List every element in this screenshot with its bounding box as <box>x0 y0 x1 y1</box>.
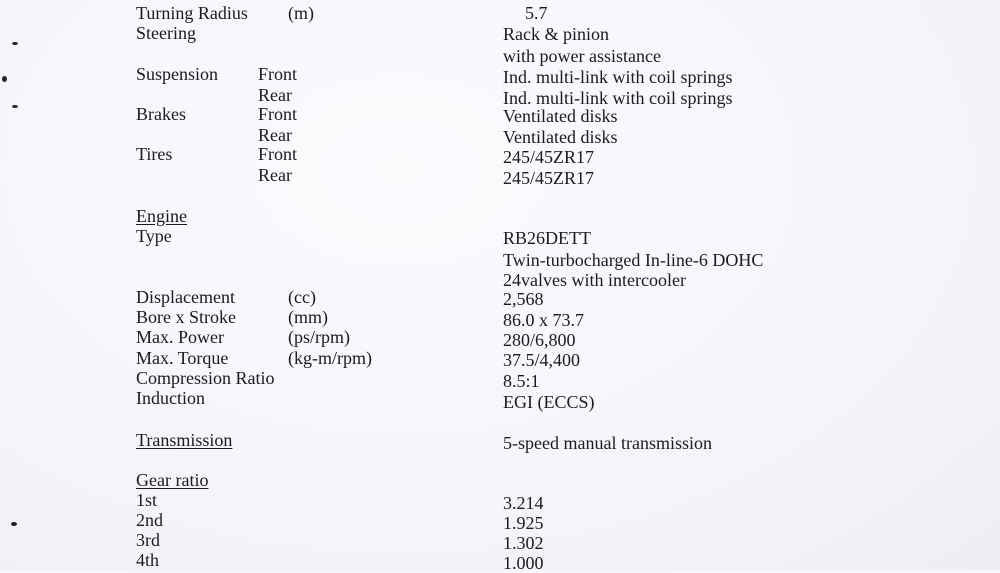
gear-label: 4th <box>136 550 160 570</box>
suspension-rear-label: Rear <box>258 85 292 105</box>
turning-radius-value: 5.7 <box>525 3 548 23</box>
suspension-rear-value: Ind. multi-link with coil springs <box>503 88 733 108</box>
max-torque-unit: (kg-m/rpm) <box>288 348 372 368</box>
induction-label: Induction <box>136 388 205 408</box>
max-power-label: Max. Power <box>136 327 224 347</box>
tires-rear-label: Rear <box>258 165 292 185</box>
steering-value-line1: Rack & pinion <box>503 24 609 44</box>
max-power-value: 280/6,800 <box>503 330 576 350</box>
gear-value: 3.214 <box>503 493 544 513</box>
steering-label: Steering <box>136 23 196 43</box>
displacement-value: 2,568 <box>503 289 544 309</box>
margin-speck <box>12 42 18 45</box>
margin-speck <box>2 76 7 82</box>
turning-radius-label: Turning Radius <box>136 3 248 23</box>
induction-value: EGI (ECCS) <box>503 392 595 412</box>
suspension-front-value: Ind. multi-link with coil springs <box>503 67 733 87</box>
transmission-value: 5-speed manual transmission <box>503 433 712 453</box>
engine-heading: Engine <box>136 206 187 226</box>
steering-value-line2: with power assistance <box>503 46 661 66</box>
brakes-rear-value: Ventilated disks <box>503 127 618 147</box>
gear-label: 2nd <box>136 510 163 530</box>
max-torque-value: 37.5/4,400 <box>503 350 581 370</box>
brakes-front-label: Front <box>258 104 298 124</box>
gear-value: 1.925 <box>503 513 544 533</box>
engine-type-value-line1: RB26DETT <box>503 228 591 248</box>
bore-stroke-value: 86.0 x 73.7 <box>503 310 584 330</box>
displacement-unit: (cc) <box>288 287 316 307</box>
gear-label: 3rd <box>136 530 160 550</box>
engine-type-value-line3: 24valves with intercooler <box>503 270 686 290</box>
engine-type-value-line2: Twin-turbocharged In-line-6 DOHC <box>503 250 764 270</box>
margin-speck <box>11 522 17 526</box>
gear-ratio-heading: Gear ratio <box>136 470 209 490</box>
gear-value: 1.000 <box>503 553 544 573</box>
compression-ratio-label: Compression Ratio <box>136 368 275 388</box>
transmission-heading: Transmission <box>136 430 233 450</box>
brakes-front-value: Ventilated disks <box>503 106 618 126</box>
gear-value: 1.302 <box>503 533 544 553</box>
gear-label: 1st <box>136 490 158 510</box>
brakes-rear-label: Rear <box>258 125 292 145</box>
brakes-label: Brakes <box>136 104 186 124</box>
margin-speck <box>12 105 18 108</box>
suspension-front-label: Front <box>258 64 298 84</box>
suspension-label: Suspension <box>136 64 219 84</box>
compression-ratio-value: 8.5:1 <box>503 371 540 391</box>
bore-stroke-label: Bore x Stroke <box>136 307 236 327</box>
displacement-label: Displacement <box>136 287 235 307</box>
max-power-unit: (ps/rpm) <box>288 327 350 347</box>
turning-radius-unit: (m) <box>288 3 314 23</box>
engine-type-label: Type <box>136 226 172 246</box>
tires-label: Tires <box>136 144 173 164</box>
tires-front-label: Front <box>258 144 298 164</box>
max-torque-label: Max. Torque <box>136 348 229 368</box>
tires-rear-value: 245/45ZR17 <box>503 168 595 188</box>
bore-stroke-unit: (mm) <box>288 307 328 327</box>
tires-front-value: 245/45ZR17 <box>503 147 595 167</box>
